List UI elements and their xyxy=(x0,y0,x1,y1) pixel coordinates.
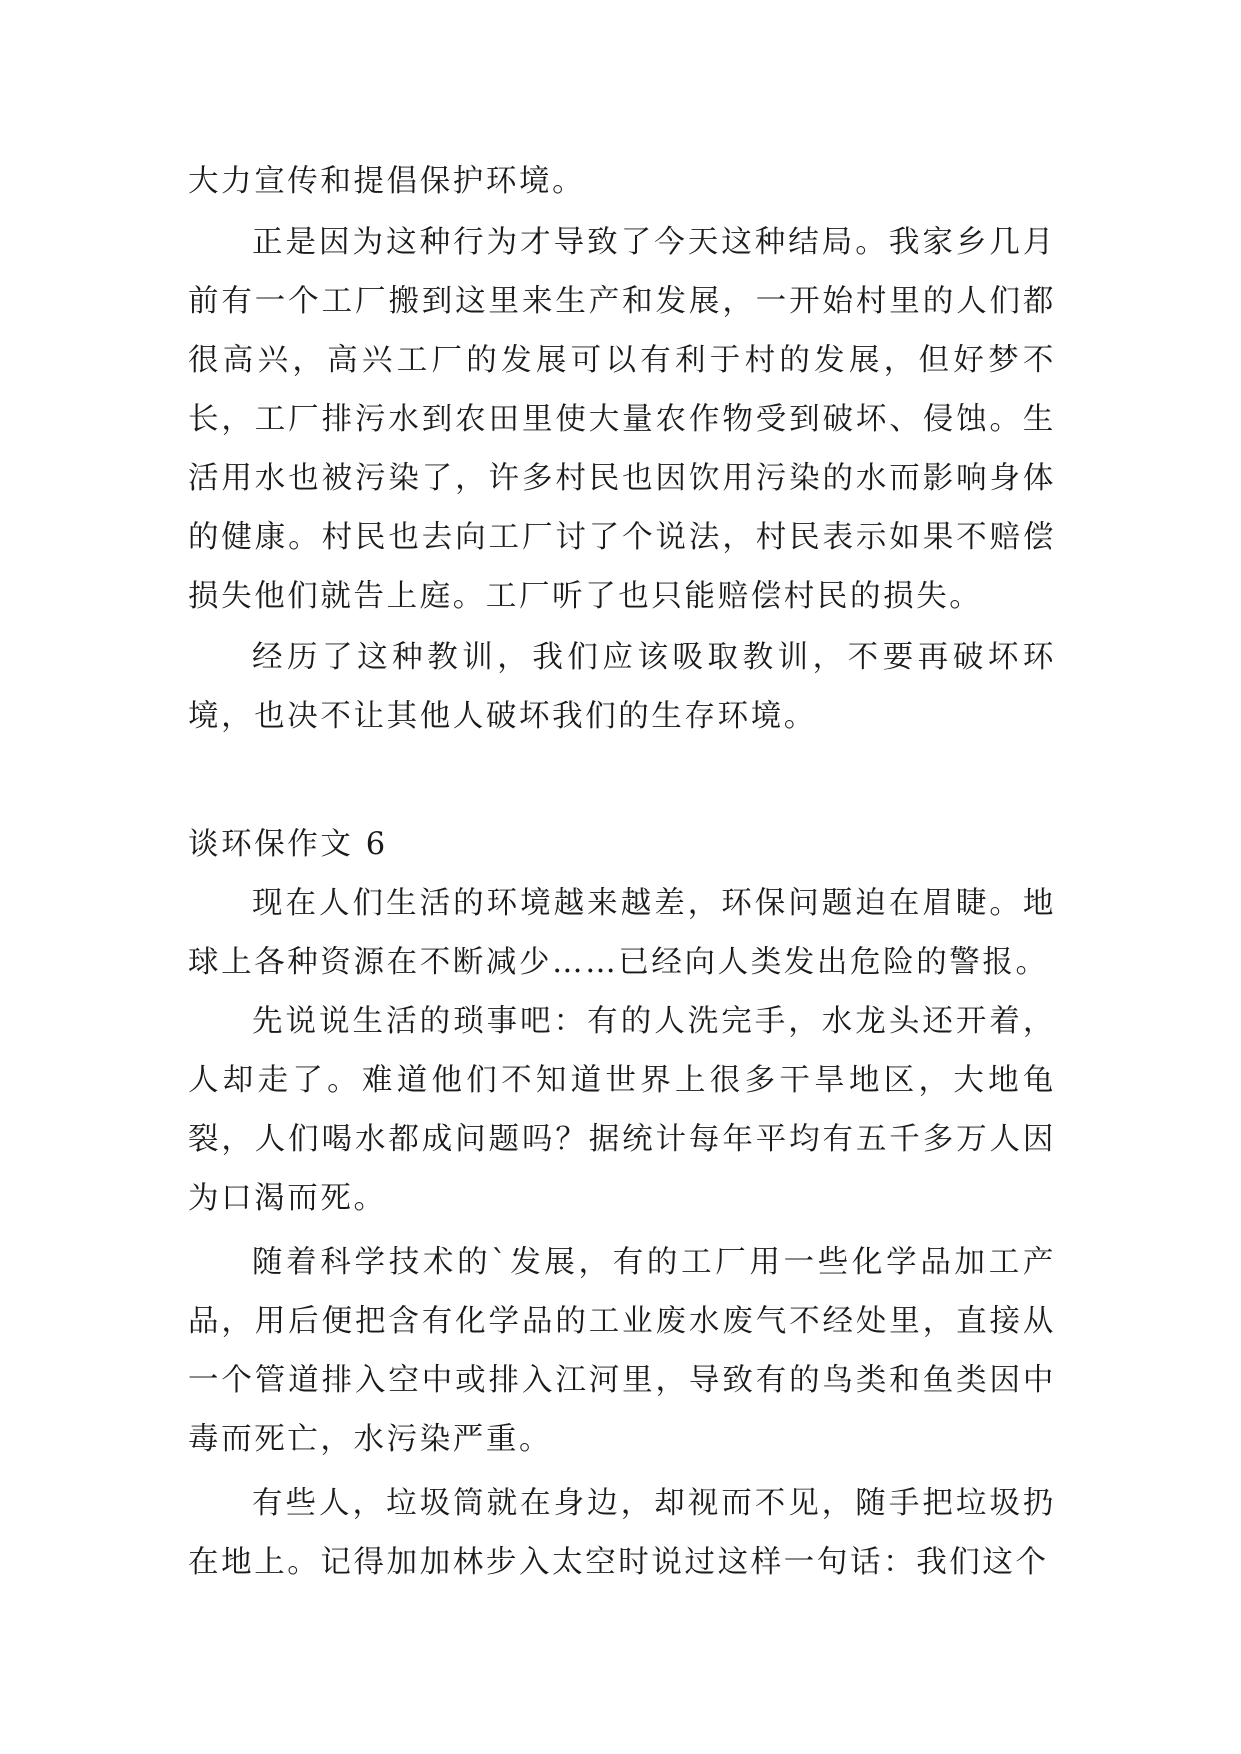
paragraph-factory-story: 正是因为这种行为才导致了今天这种结局。我家乡几月前有一个工厂搬到这里来生产和发展，一开始村里的人们都很高兴，高兴工厂的发展可以有利于村的发展，但好梦不长，工厂排污水到农田里使大量农作物受到破坏、侵蚀。生活用水也被污染了，许多村民也因饮用污染的水而影响身体的健康。村民也去向工厂讨了个说法，村民表示如果不赔偿损失他们就告上庭。工厂听了也只能赔偿村民的损失。 xyxy=(188,225,1056,614)
paragraph-litter: 有些人，垃圾筒就在身边，却视而不见，随手把垃圾扔在地上。记得加加林步入太空时说过这样一句话：我们这个 xyxy=(188,1486,1056,1580)
paragraph-water-waste: 先说说生活的琐事吧：有的人洗完手，水龙头还开着，人却走了。难道他们不知道世界上很多干旱地区，大地龟裂，人们喝水都成问题吗？据统计每年平均有五千多万人因为口渴而死。 xyxy=(188,1004,1056,1216)
paragraph-continuation: 大力宣传和提倡保护环境。 xyxy=(188,164,586,199)
paragraph-intro: 现在人们生活的环境越来越差，环保问题迫在眉睫。地球上各种资源在不断减少……已经向人类发出危险的警报。 xyxy=(188,886,1056,980)
paragraph-industrial-pollution: 随着科学技术的`发展，有的工厂用一些化学品加工产品，用后便把含有化学品的工业废水废气不经处里，直接从一个管道排入空中或排入江河里，导致有的鸟类和鱼类因中毒而死亡，水污染严重。 xyxy=(188,1245,1056,1457)
paragraph-lesson: 经历了这种教训，我们应该吸取教训，不要再破坏环境，也决不让其他人破坏我们的生存环境。 xyxy=(188,640,1056,734)
section-title: 谈环保作文 6 xyxy=(188,827,388,862)
document-page xyxy=(188,152,1056,1592)
